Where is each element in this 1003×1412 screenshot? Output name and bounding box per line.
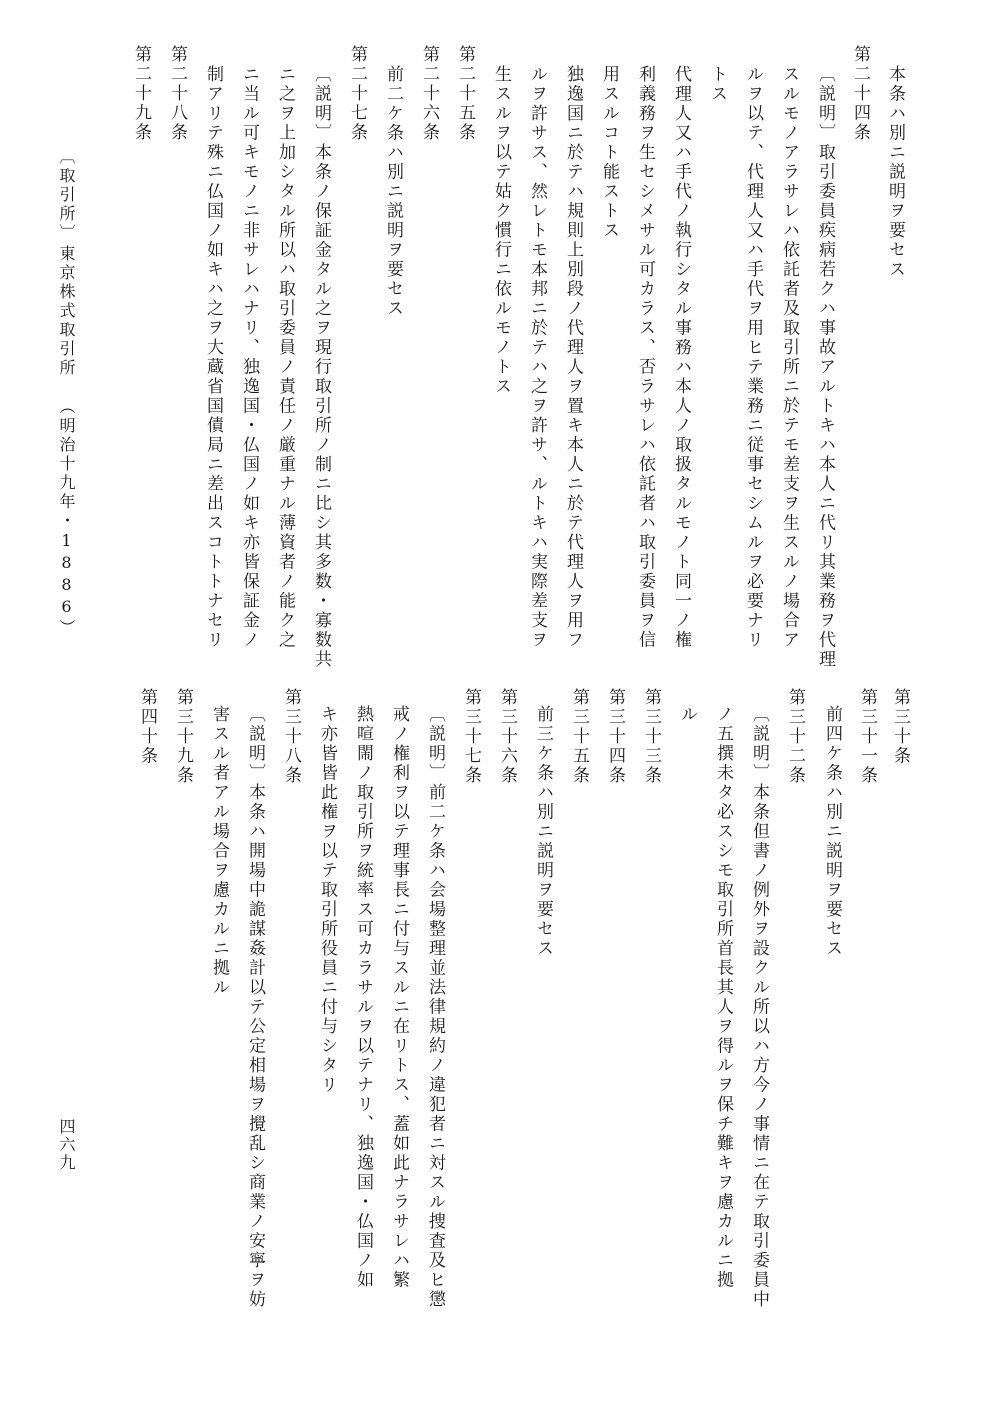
article-heading: 第四十条 <box>137 688 157 766</box>
text-column: スルモノアラサレハ依託者及取引所ニ於テモ差支ヲ生スルノ場合ア <box>779 65 799 650</box>
text-column: 前四ケ条ハ別ニ説明ヲ要セス <box>822 705 842 959</box>
text-column: ニ当ル可キモノニ非サレハナリ、独逸国・仏国ノ如キ亦皆保証金ノ <box>239 65 259 650</box>
text-column: 代理人又ハ手代ノ執行シタル事務ハ本人ノ取扱タルモノト同一ノ権 <box>671 65 691 650</box>
text-column: 独逸国ニ於テハ規則上別段ノ代理人ヲ置キ本人ニ於テ代理人ヲ用フ <box>563 65 583 650</box>
article-heading: 第二十九条 <box>131 45 151 143</box>
article-heading: 第二十八条 <box>167 45 187 143</box>
text-column: 前二ケ条ハ別ニ説明ヲ要セス <box>383 65 403 319</box>
text-column: 本条ハ別ニ説明ヲ要セス <box>885 65 905 280</box>
text-column: 〔説明〕本条ハ開場中詭謀姦計以テ公定相場ヲ攪乱シ商業ノ安寧ヲ妨 <box>245 705 265 1310</box>
text-column: ノ五撰未タ必スシモ取引所首長其人ヲ得ルヲ保チ難キヲ慮カルニ拠 <box>713 705 733 1290</box>
article-heading: 第二十七条 <box>347 45 367 143</box>
text-column: 熱喧閙ノ取引所ヲ統率ス可カラサルヲ以テナリ、独逸国・仏国ノ如 <box>353 705 373 1290</box>
article-heading: 第三十五条 <box>569 688 589 786</box>
text-column: 〔説明〕本条但書ノ例外ヲ設クル所以ハ方今ノ事情ニ在テ取引委員中 <box>749 705 769 1310</box>
article-heading: 第三十一条 <box>857 688 877 786</box>
text-column: 前三ケ条ハ別ニ説明ヲ要セス <box>533 705 553 959</box>
text-column: ル <box>677 705 697 725</box>
article-heading: 第二十四条 <box>850 45 870 143</box>
text-column: 利義務ヲ生セシメサル可カラス、否ラサレハ依託者ハ取引委員ヲ信 <box>635 65 655 650</box>
text-column: トス <box>707 65 727 104</box>
text-column: 用スルコト能ストス <box>599 65 619 241</box>
text-column: 害スル者アル場合ヲ慮カルニ拠ル <box>209 705 229 998</box>
article-heading: 第三十九条 <box>173 688 193 786</box>
article-heading: 第三十四条 <box>605 688 625 786</box>
text-column: ニ之ヲ上加シタル所以ハ取引委員ノ責任ノ厳重ナル薄資者ノ能ク之 <box>275 65 295 650</box>
page-number: 四六九 <box>57 1118 76 1172</box>
text-column: ルヲ許サス、然レトモ本邦ニ於テハ之ヲ許サ、ルトキハ実際差支ヲ <box>527 65 547 650</box>
text-column: キ亦皆皆此権ヲ以テ取引所役員ニ付与シタリ <box>317 705 337 1095</box>
text-column: ルヲ以テ、代理人又ハ手代ヲ用ヒテ業務ニ従事セシムルヲ必要ナリ <box>743 65 763 650</box>
text-column: 〔説明〕取引委員疾病若クハ事故アルトキハ本人ニ代リ其業務ヲ代理 <box>815 65 835 670</box>
text-column: 〔説明〕前二ケ条ハ会場整理並法律規約ノ違犯者ニ対スル捜査及ヒ懲 <box>425 705 445 1310</box>
text-column: 戒ノ権利ヲ以テ理事長ニ付与スルニ在リトス、蓋如此ナラサレハ繁 <box>389 705 409 1290</box>
article-heading: 第三十八条 <box>281 688 301 786</box>
article-heading: 第三十三条 <box>641 688 661 786</box>
article-heading: 第二十六条 <box>419 45 439 143</box>
text-column: 制アリテ殊ニ仏国ノ如キハ之ヲ大蔵省国債局ニ差出スコトトナセリ <box>203 65 223 650</box>
header-date: （明治十九年・1886） <box>57 398 76 638</box>
article-heading: 第三十六条 <box>497 688 517 786</box>
article-heading: 第二十五条 <box>455 45 475 143</box>
text-column: 生スルヲ以テ姑ク慣行ニ依ルモノトス <box>491 65 511 397</box>
header-section: 〔取引所〕 <box>57 148 76 243</box>
header-title: 東京株式取引所 <box>57 245 76 378</box>
article-heading: 第三十七条 <box>461 688 481 786</box>
text-column: 〔説明〕本条ノ保証金タル之ヲ現行取引所ノ制ニ比シ其多数・寡数共 <box>311 65 331 670</box>
article-heading: 第三十条 <box>890 688 910 766</box>
article-heading: 第三十二条 <box>785 688 805 786</box>
